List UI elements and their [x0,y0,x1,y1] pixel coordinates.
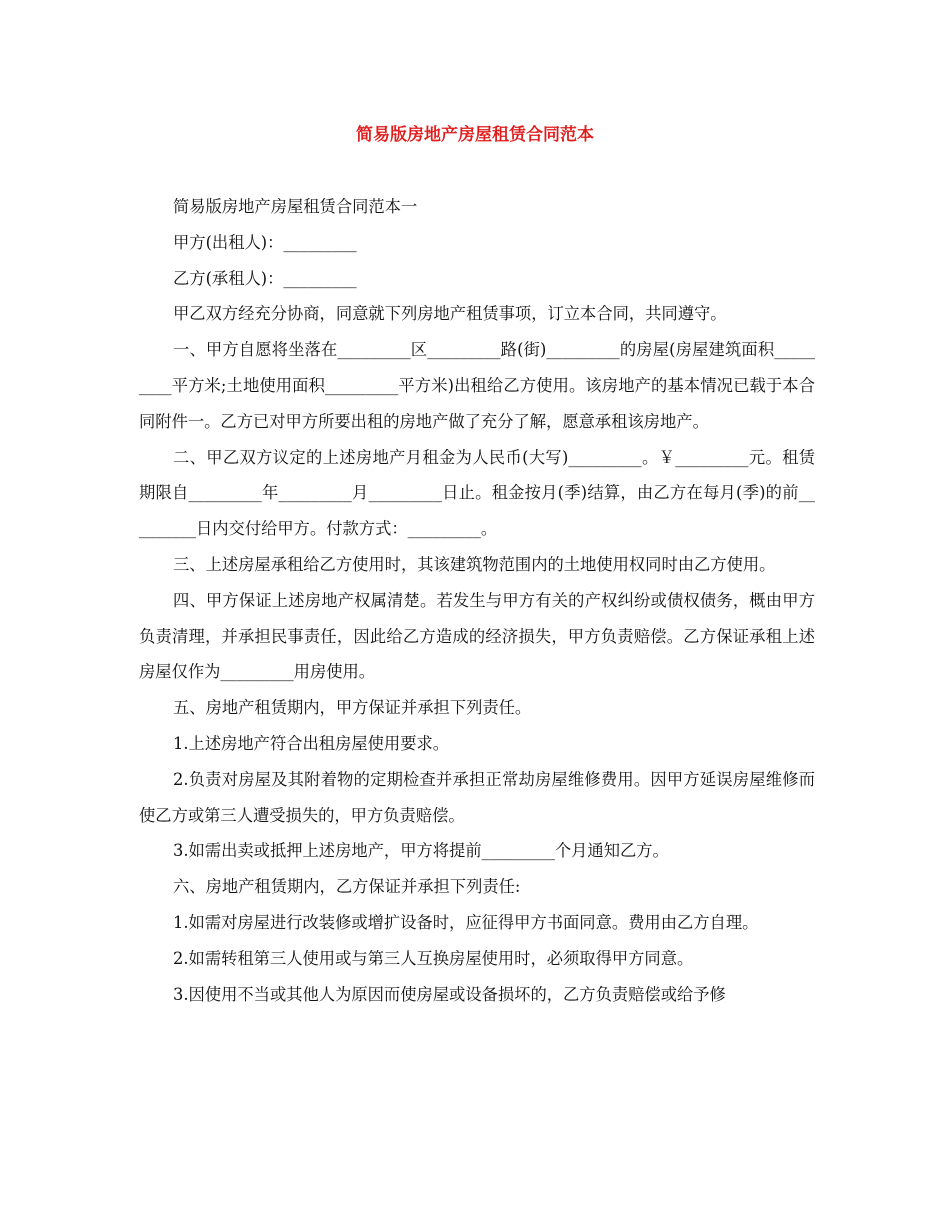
document-title: 简易版房地产房屋租赁合同范本 [356,125,594,145]
paragraph-clause-2: 二、甲乙双方议定的上述房地产月租金为人民币(大写)_________。￥_________元。租赁期限自_________年_________月_________日止。租金按月(季)结算，由乙方在每月(季)的前_________日内交付给甲方。付款方式：_________。 [139,447,815,539]
paragraph-clause-6: 六、房地产租赁期内，乙方保证并承担下列责任: [173,877,521,897]
paragraph-party-b: 乙方(承租人)：_________ [173,268,357,288]
paragraph-clause-5-item-3: 3.如需出卖或抵押上述房地产，甲方将提前_________个月通知乙方。 [173,841,669,861]
paragraph-clause-6-item-3: 3.因使用不当或其他人为原因而使房屋或设备损坏的，乙方负责赔偿或给予修 [173,984,726,1004]
paragraph-party-a: 甲方(出租人)：_________ [173,232,357,252]
paragraph-clause-5-item-2: 2.负责对房屋及其附着物的定期检查并承担正常劫房屋维修费用。因甲方延误房屋维修而使乙方或第三人遭受损失的，甲方负责赔偿。 [139,769,815,825]
paragraph-clause-5-item-1: 1.上述房地产符合出租房屋使用要求。 [173,733,450,753]
paragraph-clause-1: 一、甲方自愿将坐落在_________区_________路(街)_________的房屋(房屋建筑面积_________平方米;土地使用面积_________平方米)出租给乙方使用。该房地产的基本情况已载于本合同附件一。乙方已对甲方所要出租的房地产做了充分了解，愿意承租该房地产。 [139,340,815,431]
paragraph-clause-6-item-2: 2.如需转租第三人使用或与第三人互换房屋使用时，必须取得甲方同意。 [173,948,694,968]
paragraph-clause-6-item-1: 1.如需对房屋进行改装修或增扩设备时，应征得甲方书面同意。费用由乙方自理。 [173,912,759,932]
document-body [139,189,815,1012]
paragraph-clause-4: 四、甲方保证上述房地产权属清楚。若发生与甲方有关的产权纠纷或债权债务，概由甲方负责清理，并承担民事责任，因此给乙方造成的经济损失，甲方负责赔偿。乙方保证承租上述房屋仅作为_________用房使用。 [139,590,815,682]
paragraph-preamble: 甲乙双方经充分协商，同意就下列房地产租赁事项，订立本合同，共同遵守。 [173,304,727,324]
paragraph-heading: 简易版房地产房屋租赁合同范本一 [173,197,418,216]
paragraph-clause-3: 三、上述房屋承租给乙方使用时，其该建筑物范围内的土地使用权同时由乙方使用。 [173,554,776,574]
paragraph-clause-5: 五、房地产租赁期内，甲方保证并承担下列责任。 [173,698,532,718]
